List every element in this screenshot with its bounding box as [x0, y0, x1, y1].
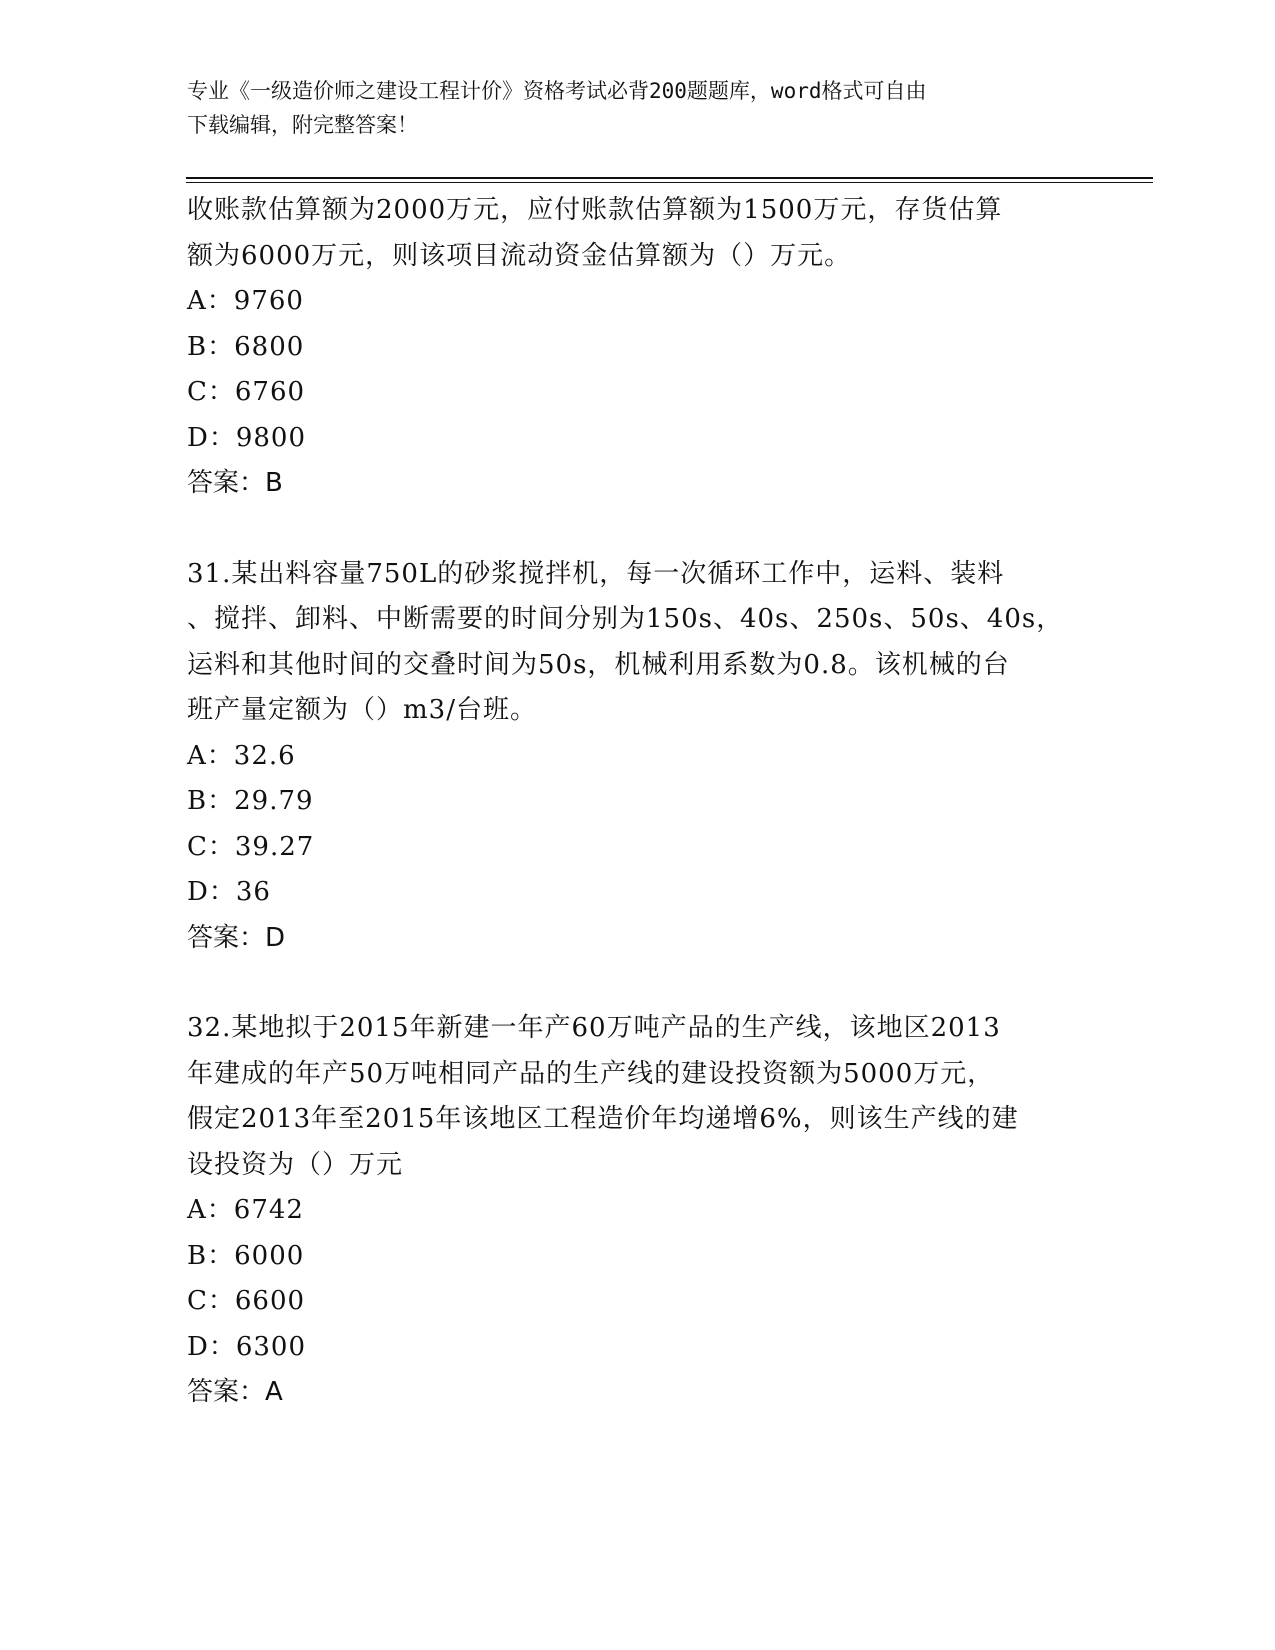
question-text-line: 收账款估算额为2000万元，应付账款估算额为1500万元，存货估算 — [187, 195, 1003, 225]
answer-text: 答案：B — [187, 468, 283, 498]
option-d: D：9800 — [187, 422, 307, 453]
option-b: B：6000 — [187, 1240, 305, 1271]
question-text-line: 年建成的年产50万吨相同产品的生产线的建设投资额为5000万元， — [187, 1058, 995, 1089]
option-a: A：32.6 — [187, 740, 296, 771]
question-text-line: 额为6000万元，则该项目流动资金估算额为（）万元。 — [187, 240, 852, 271]
question-text-line: 假定2013年至2015年该地区工程造价年均递增6%，则该生产线的建 — [187, 1104, 1019, 1134]
option-c: C：6760 — [187, 377, 306, 407]
answer-text: 答案：A — [187, 1377, 283, 1407]
question-block — [187, 1006, 1067, 1416]
header-line-1: 专业《一级造价师之建设工程计价》资格考试必背200题题库，word格式可自由 — [187, 79, 927, 103]
option-b: B：6800 — [187, 331, 305, 362]
option-d: D：36 — [187, 877, 271, 907]
header-divider-thin — [186, 182, 1153, 183]
question-text — [187, 188, 1067, 279]
question-text-line: 运料和其他时间的交叠时间为50s，机械利用系数为0.8。该机械的台 — [187, 649, 1010, 680]
option-c: C：39.27 — [187, 831, 315, 862]
header-divider-thick — [186, 177, 1153, 179]
question-block — [187, 188, 1067, 507]
option-b: B：29.79 — [187, 786, 314, 816]
header-line-2: 下载编辑，附完整答案！ — [187, 113, 418, 137]
question-text — [187, 1006, 1067, 1188]
question-text-line: 32.某地拟于2015年新建一年产60万吨产品的生产线，该地区2013 — [187, 1013, 1001, 1043]
question-list — [187, 188, 1067, 1416]
option-a: A：6742 — [187, 1195, 304, 1225]
document-header — [187, 74, 1087, 142]
question-text-line: 班产量定额为（）m3/台班。 — [187, 695, 537, 725]
answer-text: 答案：D — [187, 922, 286, 953]
question-text-line: 31.某出料容量750L的砂浆搅拌机，每一次循环工作中，运料、装料 — [187, 558, 1005, 589]
option-c: C：6600 — [187, 1286, 306, 1316]
question-text-line: 设投资为（）万元 — [187, 1149, 404, 1180]
question-text-line: 、搅拌、卸料、中断需要的时间分别为150s、40s、250s、50s、40s， — [187, 604, 1064, 634]
option-d: D：6300 — [187, 1331, 307, 1362]
question-text — [187, 552, 1067, 734]
option-a: A：9760 — [187, 286, 304, 316]
question-block — [187, 552, 1067, 962]
